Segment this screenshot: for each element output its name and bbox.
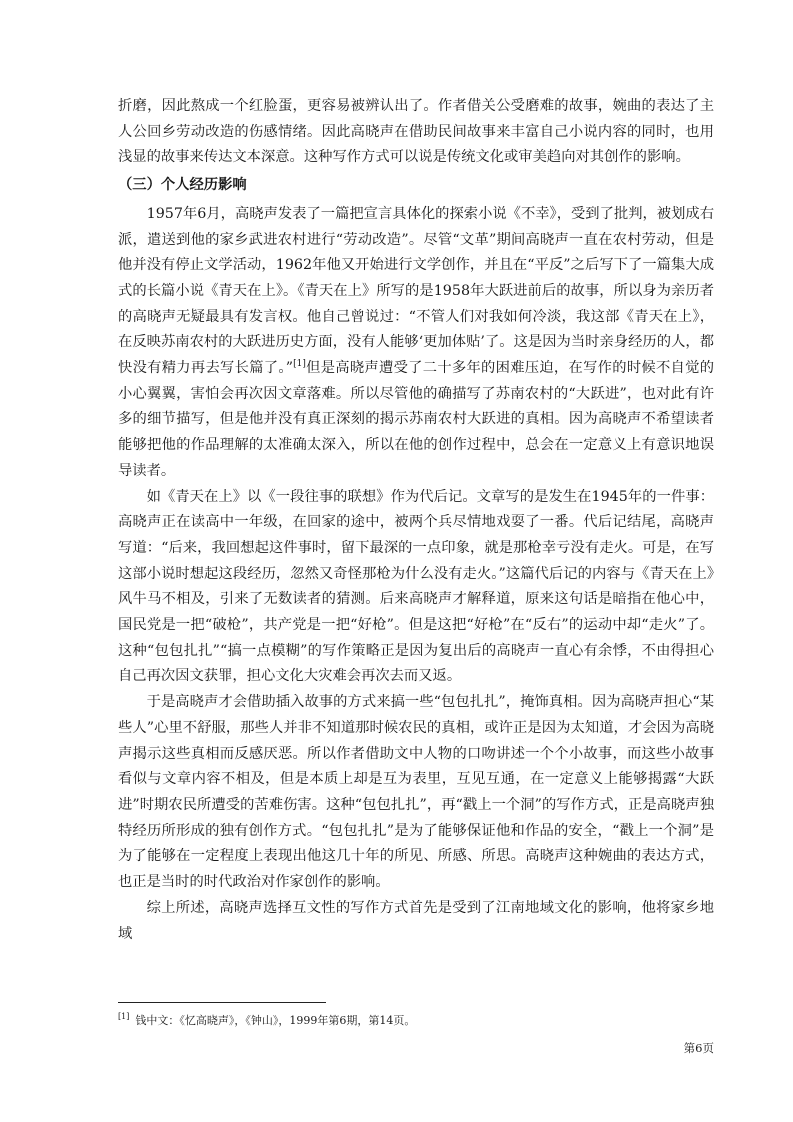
paragraph: 如《青天在上》以《一段往事的联想》作为代后记。文章写的是发生在1945年的一件事：高晓声正在读高中一年级，在回家的途中，被两个兵尽情地戏耍了一番。代后记结尾，高晓声写道：“后来，我回想起这件事时，留下最深的一点印象，就是那枪幸亏没有走火。可是，在写这部小说时想起这段经历，忽然又奇怪那枪为什么没有走火。”这篇代后记的内容与《青天在上》风牛马不相及，引来了无数读者的猜测。后来高晓声才解释道，原来这句话是暗指在他心中，国民党是一把“破枪”，共产党是一把“好枪”。但是这把“好枪”在“反右”的运动中却“走火”了。这种“包包扎扎”“搞一点模糊”的写作策略正是因为复出后的高晓声一直心有余悸，不由得担心自己再次因文获罪，担心文化大灾难会再次去而又返。 [118,488,714,685]
body-text [118,94,714,947]
footnote-ref[interactable]: [1] [293,359,306,370]
paragraph-text: 1957年6月，高晓声发表了一篇把宣言具体化的探索小说《不幸》，受到了批判，被划成右派，遣送到他的家乡武进农村进行“劳动改造”。尽管“文革”期间高晓声一直在农村劳动，但是他并没有停止文学活动，1962年他又开始进行文学创作，并且在“平反”之后写下了一篇集大成式的长篇小说《青天在上》。《青天在上》所写的是1958年大跃进前后的故事，所以身为亲历者的高晓声无疑最具有发言权。他自己曾说过：“不管人们对我如何冷淡，我这部《青天在上》，在反映苏南农村的大跃进历史方面，没有人能够‘更加体贴’了。这是因为当时亲身经历的人，都快没有精力再去写长篇了。” [118,205,714,377]
paragraph-continuation: 折磨，因此熬成一个红脸蛋，更容易被辨认出了。作者借关公受磨难的故事，婉曲的表达了主人公回乡劳动改造的伤感情绪。因此高晓声在借助民间故事来丰富自己小说内容的同时，也用浅显的故事来传达文本深意。这种写作方式可以说是传统文化或审美趋向对其创作的影响。 [118,98,714,166]
paragraph: 于是高晓声才会借助插入故事的方式来搞一些“包包扎扎”，掩饰真相。因为高晓声担心“某些人”心里不舒服，那些人并非不知道那时候农民的真相，或许正是因为太知道，才会因为高晓声揭示这些真相而反感厌恶。所以作者借助文中人物的口吻讲述一个个小故事，而这些小故事看似与文章内容不相及，但是本质上却是互为表里，互见互通，在一定意义上能够揭露“大跃进”时期农民所遭受的苦难伤害。这种“包包扎扎”，再“戳上一个洞”的写作方式，正是高晓声独特经历所形成的独有创作方式。“包包扎扎”是为了能够保证他和作品的安全，“戳上一个洞”是为了能够在一定程度上表现出他这几十年的所见、所感、所思。高晓声这种婉曲的表达方式，也正是当时的时代政治对作家创作的影响。 [118,694,714,891]
paragraph [118,202,714,485]
footnote-marker: [1] [118,1012,130,1021]
page-number: 第6页 [683,1041,714,1055]
paragraph: 综上所述，高晓声选择互文性的写作方式首先是受到了江南地域文化的影响，他将家乡地域 [118,899,714,942]
footnote [118,1013,714,1029]
paragraph-text: 但是高晓声遭受了二十多年的困难压迫，在写作的时候不自觉的小心翼翼，害怕会再次因文章落难。所以尽管他的确描写了苏南农村的“大跃进”，也对此有许多的细节描写，但是他并没有真正深刻的揭示苏南农村大跃进的真相。因为高晓声不希望读者能够把他的作品理解的太准确太深入，所以在他的创作过程中，总会在一定意义上有意识地误导读者。 [118,360,714,479]
footnote-divider [118,1002,326,1003]
footnote-text: 钱中文：《忆高晓声》，《钟山》，1999年第6期，第14页。 [135,1014,416,1027]
section-heading: （三）个人经历影响 [118,177,247,194]
